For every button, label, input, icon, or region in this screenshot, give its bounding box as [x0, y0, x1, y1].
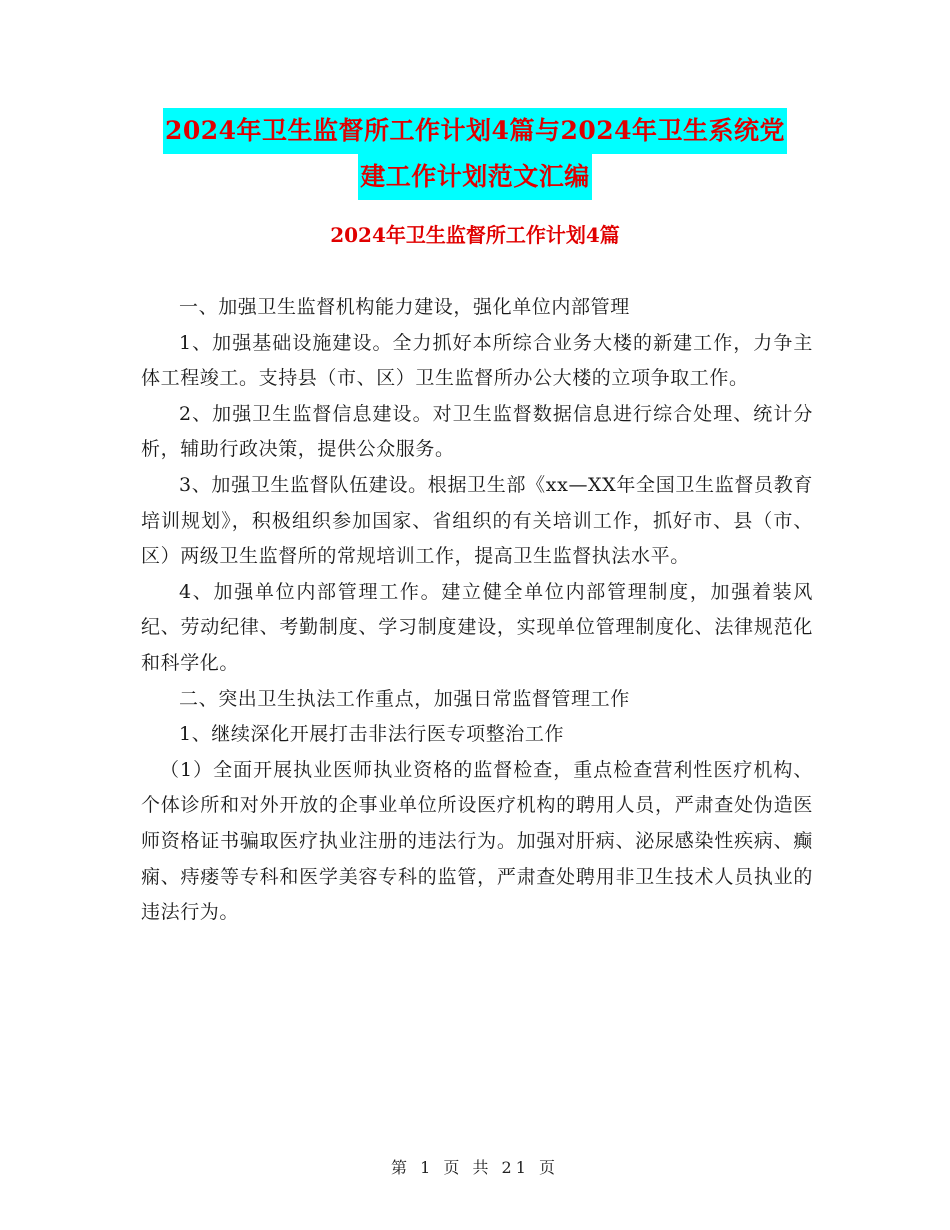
section-subtitle: 2024年卫生监督所工作计划4篇 [330, 223, 620, 247]
title-line-1: 2024年卫生监督所工作计划4篇与2024年卫生系统党 [163, 108, 787, 154]
document-title [140, 108, 810, 200]
paragraph: 一、加强卫生监督机构能力建设，强化单位内部管理 [179, 296, 630, 318]
paragraph: （1）全面开展执业医师执业资格的监督检查，重点检查营利性医疗机构、个体诊所和对外开放的企事业单位所设医疗机构的聘用人员，严肃查处伪造医师资格证书骗取医疗执业注册的违法行为。加强对肝病、泌尿感染性疾病、癫痫、痔瘘等专科和医学美容专科的监管，严肃查处聘用非卫生技术人员执业的违法行为。 [141, 758, 813, 924]
paragraph: 3、加强卫生监督队伍建设。根据卫生部《xx—XX年全国卫生监督员教育培训规划》，积极组织参加国家、省组织的有关培训工作，抓好市、县（市、区）两级卫生监督所的常规培训工作，提高卫生监督执法水平。 [141, 473, 813, 568]
paragraph: 4、加强单位内部管理工作。建立健全单位内部管理制度，加强着装风纪、劳动纪律、考勤制度、学习制度建设，实现单位管理制度化、法律规范化和科学化。 [141, 580, 813, 674]
page-number: 第 1 页 共 21 页 [391, 1158, 559, 1177]
paragraph: 1、继续深化开展打击非法行医专项整治工作 [179, 723, 565, 746]
paragraph: 二、突出卫生执法工作重点，加强日常监督管理工作 [179, 687, 630, 710]
paragraph: 2、加强卫生监督信息建设。对卫生监督数据信息进行综合处理、统计分析，辅助行政决策，提供公众服务。 [141, 402, 813, 461]
paragraph: 1、加强基础设施建设。全力抓好本所综合业务大楼的新建工作，力争主体工程竣工。支持县（市、区）卫生监督所办公大楼的立项争取工作。 [141, 331, 813, 390]
document-body [141, 290, 813, 931]
title-line-2: 建工作计划范文汇编 [358, 154, 592, 200]
